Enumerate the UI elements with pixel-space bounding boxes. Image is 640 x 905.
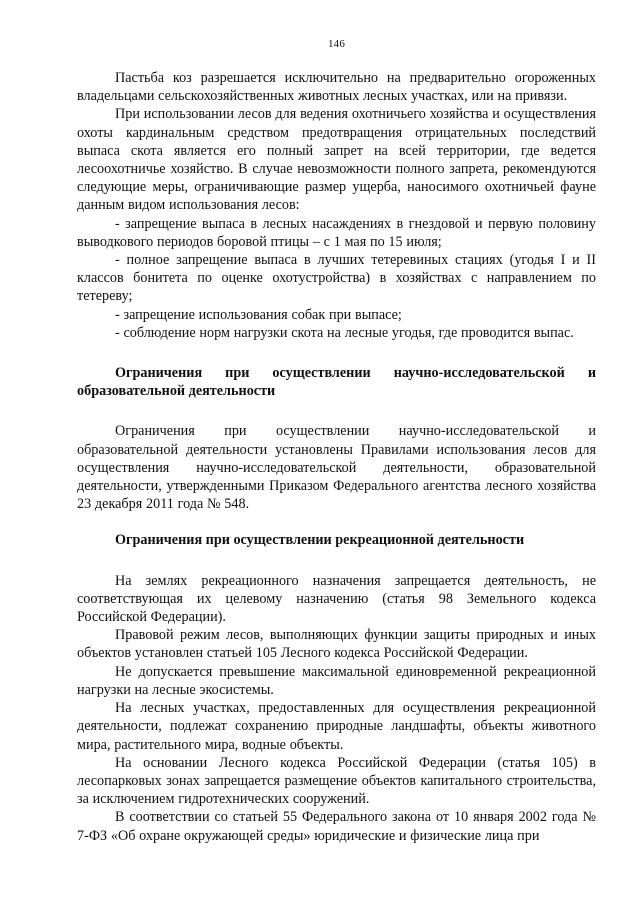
list-item-dogs-ban: - запрещение использования собак при выпасе;	[115, 306, 402, 323]
paragraph-environment-law: В соответствии со статьей 55 Федерального закона от 10 января 2002 года № 7-ФЗ «Об охране окружающей среды» юридические и физические лица при	[77, 809, 596, 844]
section-heading-research: Ограничения при осуществлении научно-исследовательской и образовательной деятельности	[77, 365, 596, 400]
paragraph-legal-regime: Правовой режим лесов, выполняющих функции защиты природных и иных объектов установлен статьей 105 Лесного кодекса Российской Федерации.	[77, 627, 596, 662]
paragraph-hunting-measures: При использовании лесов для ведения охотничьего хозяйства и осуществления охоты кардинальным средством предотвращения отрицательных последствий выпаса скота является его полный запрет на всей территории, где ведется лесоохотничье хозяйство. В случае невозможности полного запрета, рекомендуются следующие меры, ограничивающие размер ущерба, наносимого охотничьей фауне данным видом использования лесов:	[77, 106, 596, 214]
list-item-livestock-load: - соблюдение норм нагрузки скота на лесные угодья, где проводится выпас.	[115, 324, 574, 341]
spacer	[77, 342, 596, 364]
paragraph-goat-grazing: Пастьба коз разрешается исключительно на предварительно огороженных владельцами сельскохозяйственных животных лесных участках, или на привязи.	[77, 70, 596, 105]
spacer	[77, 550, 596, 572]
paragraph-forest-park-zones: На основании Лесного кодекса Российской Федерации (статья 105) в лесопарковых зонах запрещается размещение объектов капитального строительства, за исключением гидротехнических сооружений.	[77, 754, 596, 808]
list-item-grazing-ban-grouse: - полное запрещение выпаса в лучших тетеревиных стациях (угодья I и II классов бонитета по оценке охотустройства) в хозяйствах с направлением по тетереву;	[77, 252, 596, 305]
page-number: 146	[327, 38, 346, 50]
section-heading-recreation: Ограничения при осуществлении рекреационной деятельности	[115, 532, 525, 549]
paragraph-landscape-preservation: На лесных участках, предоставленных для осуществления рекреационной деятельности, подлежат сохранению природные ландшафты, объекты животного мира, растительного мира, водные объекты.	[77, 700, 596, 753]
spacer	[77, 513, 596, 531]
spacer	[77, 400, 596, 422]
list-item-grazing-ban-nesting: - запрещение выпаса в лесных насаждениях в гнездовой и первую половину выводкового периодов боровой птицы – с 1 мая по 15 июля;	[77, 215, 596, 250]
paragraph-recreation-land: На землях рекреационного назначения запрещается деятельность, не соответствующая их целевому назначению (статья 98 Земельного кодекса Российской Федерации).	[77, 572, 596, 626]
paragraph-load-limit: Не допускается превышение максимальной единовременной рекреационной нагрузки на лесные экосистемы.	[77, 663, 596, 698]
paragraph-research-rules: Ограничения при осуществлении научно-исследовательской и образовательной деятельности установлены Правилами использования лесов для осуществления научно-исследовательской деятельности, образовательной деятельности, утвержденными Приказом Федерального агентства лесного хозяйства 23 декабря 2011 года № 548.	[77, 423, 596, 513]
